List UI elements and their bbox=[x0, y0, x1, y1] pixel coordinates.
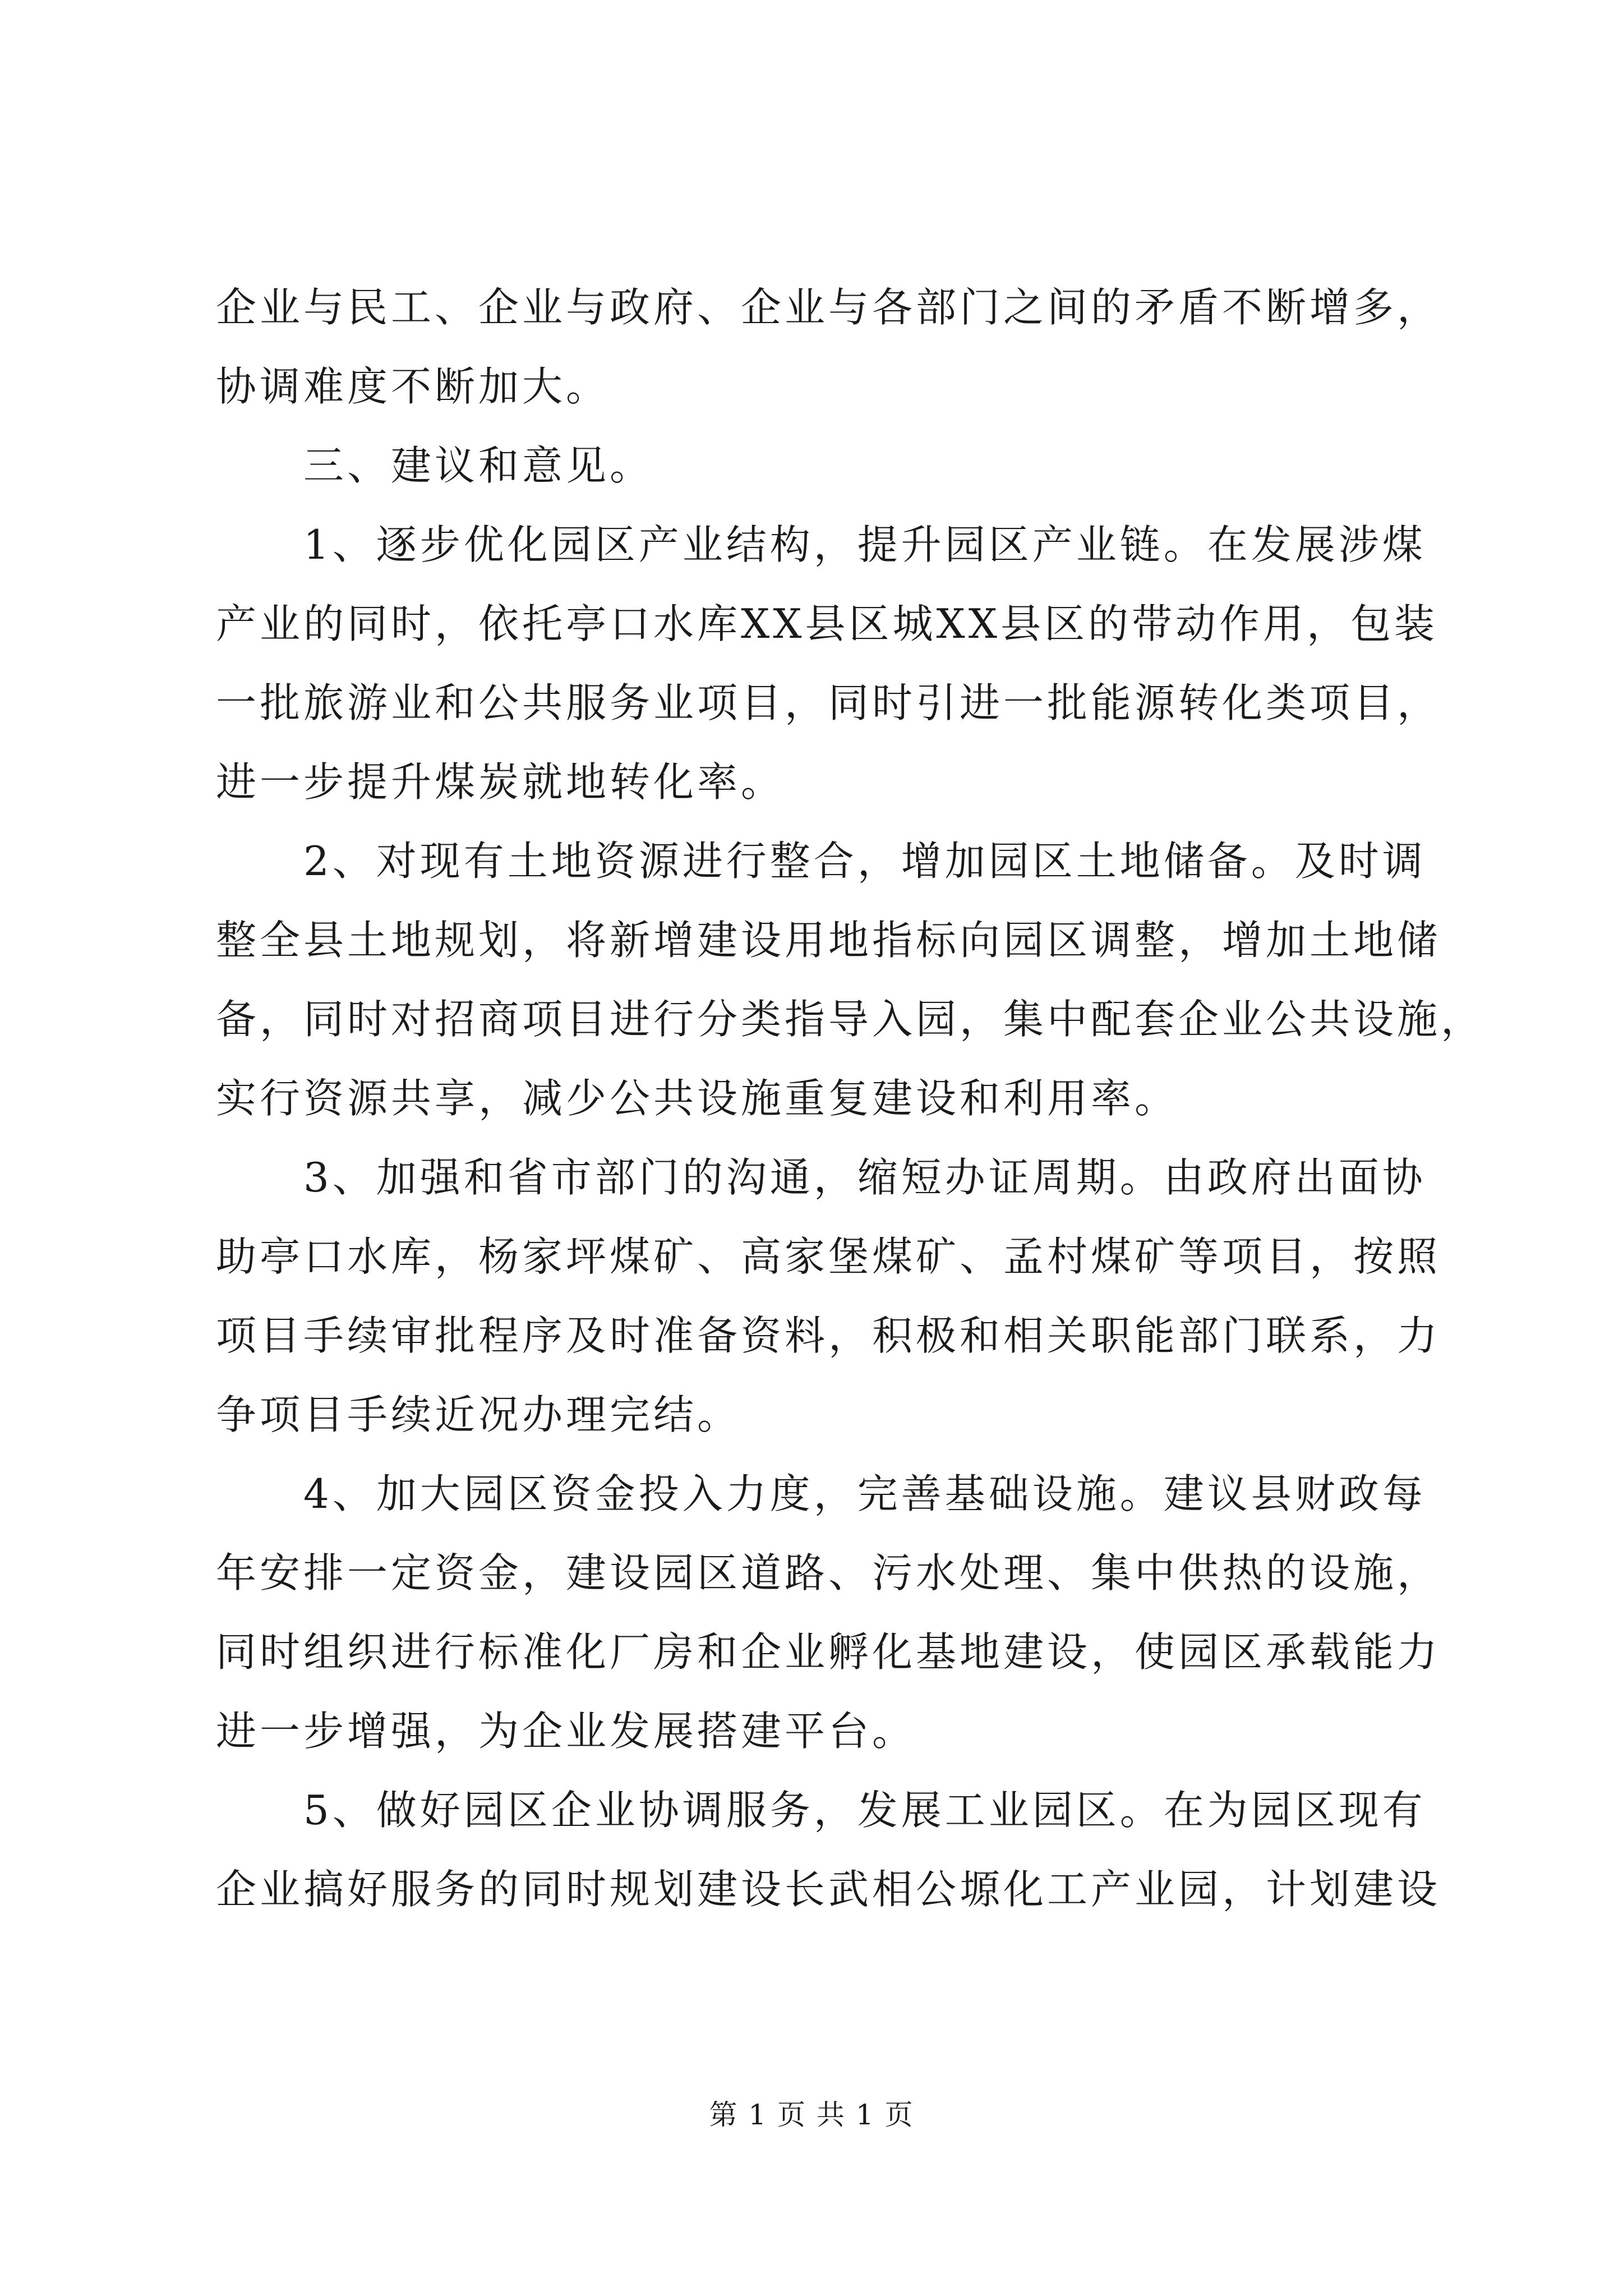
page-number-label: 第 1 页 共 1 页 bbox=[709, 2099, 914, 2131]
text-line: 同时组织进行标准化厂房和企业孵化基地建设，使园区承载能力 bbox=[216, 1628, 1441, 1676]
text-line: 产业的同时，依托亭口水库XX县区城XX县区的带动作用，包装 bbox=[216, 600, 1438, 647]
text-line: 协调难度不断加大。 bbox=[216, 363, 610, 410]
paragraph-start: 3、加强和省市部门的沟通，缩短办证周期。由政府出面协 bbox=[303, 1154, 1426, 1201]
paragraph-start: 5、做好园区企业协调服务，发展工业园区。在为园区现有 bbox=[303, 1787, 1426, 1834]
text-line: 争项目手续近况办理完结。 bbox=[216, 1391, 741, 1438]
text-line: 企业搞好服务的同时规划建设长武相公塬化工产业园，计划建设 bbox=[216, 1866, 1441, 1913]
section-heading: 三、建议和意见。 bbox=[303, 442, 654, 489]
text-line: 进一步提升煤炭就地转化率。 bbox=[216, 758, 785, 806]
text-line: 项目手续审批程序及时准备资料，积极和相关职能部门联系，力 bbox=[216, 1312, 1441, 1359]
text-line: 整全县土地规划，将新增建设用地指标向园区调整，增加土地储 bbox=[216, 917, 1441, 964]
text-line: 一批旅游业和公共服务业项目，同时引进一批能源转化类项目， bbox=[216, 679, 1441, 726]
text-line: 实行资源共享，减少公共设施重复建设和利用率。 bbox=[216, 1075, 1179, 1122]
paragraph-start: 4、加大园区资金投入力度，完善基础设施。建议县财政每 bbox=[303, 1470, 1426, 1517]
text-line: 进一步增强，为企业发展搭建平台。 bbox=[216, 1708, 916, 1755]
text-line: 备，同时对招商项目进行分类指导入园，集中配套企业公共设施， bbox=[216, 996, 1485, 1043]
text-line: 企业与民工、企业与政府、企业与各部门之间的矛盾不断增多， bbox=[216, 284, 1441, 331]
text-line: 助亭口水库，杨家坪煤矿、高家堡煤矿、孟村煤矿等项目，按照 bbox=[216, 1233, 1441, 1280]
page-footer bbox=[0, 2098, 1623, 2132]
paragraph-start: 1、逐步优化园区产业结构，提升园区产业链。在发展涉煤 bbox=[303, 521, 1426, 568]
text-line: 年安排一定资金，建设园区道路、污水处理、集中供热的设施， bbox=[216, 1549, 1441, 1596]
paragraph-start: 2、对现有土地资源进行整合，增加园区土地储备。及时调 bbox=[303, 838, 1426, 885]
document-body bbox=[216, 268, 1485, 1929]
